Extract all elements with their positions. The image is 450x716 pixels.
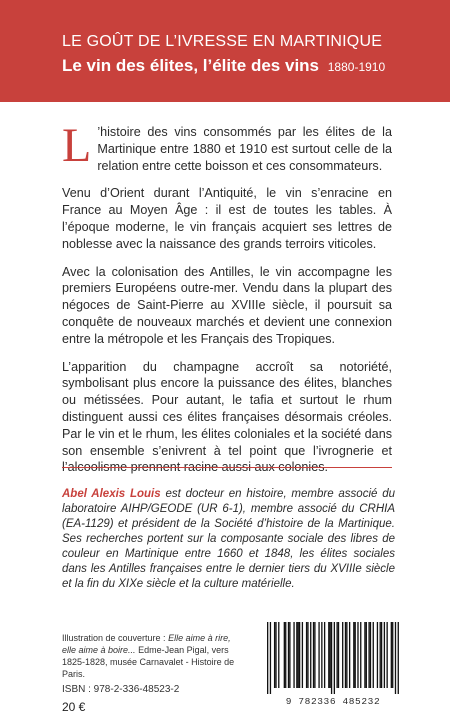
paragraph-1-text: ’histoire des vins consommés par les élites de la Martinique entre 1880 et 1910 est surtout celle de la relation entre cette boisson et ces consommateurs. bbox=[97, 125, 392, 173]
subtitle-text: Le vin des élites, l’élite des vins bbox=[62, 56, 320, 75]
author-bio bbox=[62, 487, 395, 592]
paragraph-1 bbox=[62, 119, 392, 174]
back-cover-text bbox=[62, 119, 392, 487]
credit-details: Edme-Jean Pigal, vers 1825-1828, musée Carnavalet - Histoire de Paris. bbox=[62, 645, 235, 679]
credit-label: Illustration de couverture : bbox=[62, 633, 166, 643]
barcode-bars bbox=[267, 622, 399, 694]
credit-work-title: Elle aime à rire, elle aime à boire... bbox=[62, 633, 231, 655]
price: 20 € bbox=[62, 700, 86, 714]
drop-cap: L bbox=[62, 119, 92, 172]
separator-line bbox=[62, 467, 392, 468]
paragraph-4: L’apparition du champagne accroît sa notoriété, symbolisant plus encore la puissance des élites, blanches ou métissées. Pour autant, le tafia et surtout le rhum distinguent aussi ces élites françaises désormais créoles. Par le vin et le rhum, les élites coloniales et la société dans son ensemble s’enivrent à tel point que l’ivrognerie et l’alcoolisme prennent racine aussi aux colonies. bbox=[62, 359, 392, 475]
cover-header-band bbox=[0, 0, 450, 102]
barcode-digits: 9 782336 485232 bbox=[285, 696, 381, 707]
book-subtitle bbox=[62, 56, 385, 76]
author-bio-text: est docteur en histoire, membre associé du laboratoire AIHP/GEODE (UR 6-1), membre associé du CRHIA (EA-1129) et président de la Société d’histoire de la Martinique. Ses recherches portent sur la composante sociale des libres de couleur en Martinique entre 1660 et 1848, les élites sociales dans les Antilles françaises entre le dernier tiers du XVIIIe siècle et la fin du XIXe siècle et la culture matérielle. bbox=[62, 488, 396, 590]
book-title: LE GOÛT DE L’IVRESSE EN MARTINIQUE bbox=[62, 33, 383, 50]
subtitle-years: 1880-1910 bbox=[327, 60, 386, 74]
isbn: ISBN : 978-2-336-48523-2 bbox=[62, 684, 180, 695]
barcode bbox=[267, 622, 399, 708]
cover-illustration-credit bbox=[62, 632, 242, 680]
paragraph-3: Avec la colonisation des Antilles, le vin accompagne les premiers Européens outre-mer. Vendu dans la plupart des négoces de Saint-Pierre au XVIIIe siècle, il poursuit sa conquête de nouveaux marchés et devient une connexion entre la métropole et les Français des Tropiques. bbox=[62, 264, 392, 346]
author-name: Abel Alexis Louis bbox=[62, 488, 161, 500]
paragraph-2: Venu d’Orient durant l’Antiquité, le vin s’enracine en France au Moyen Âge : il est de toutes les tables. À l’époque moderne, le vin français acquiert ses lettres de noblesse avec la naissance des grands terroirs viticoles. bbox=[62, 186, 392, 251]
